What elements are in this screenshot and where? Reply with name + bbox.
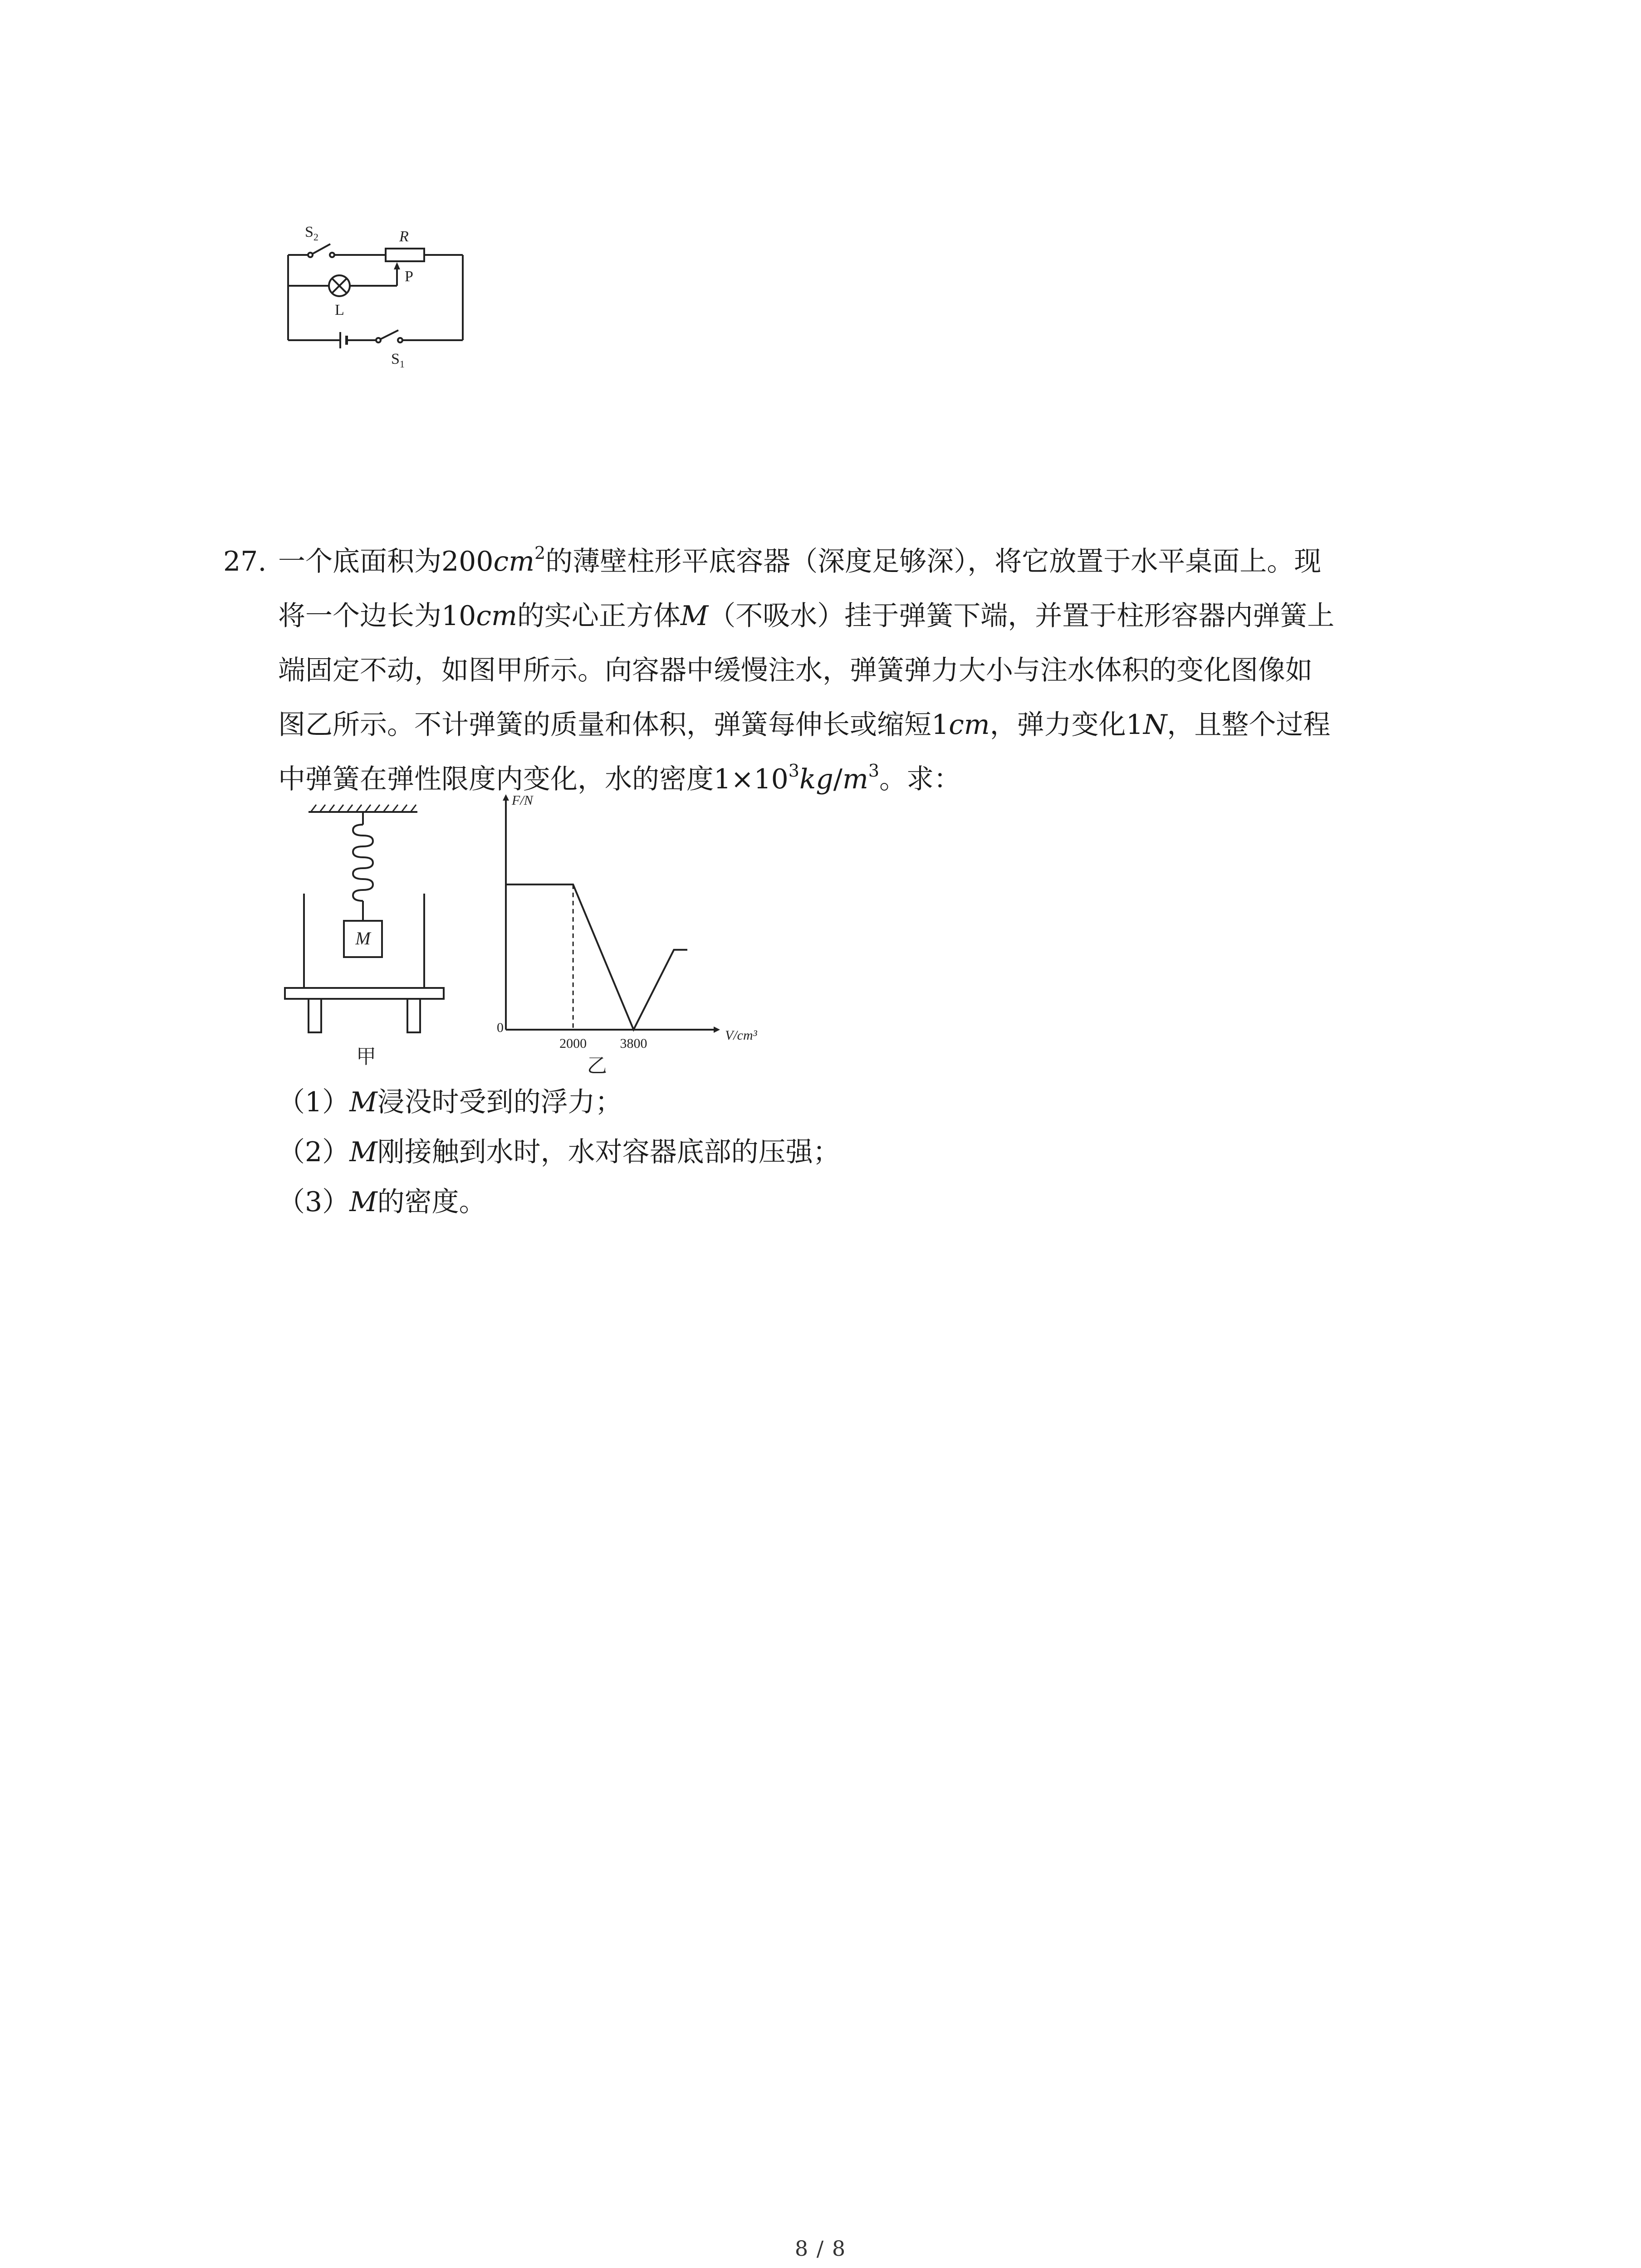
circuit-diagram <box>272 218 481 381</box>
s2-label: S <box>305 224 314 240</box>
subquestion-2: （2）M刚接触到水时，水对容器底部的压强； <box>278 1136 840 1168</box>
figure-jia <box>272 798 463 1089</box>
question-number: 27. <box>223 546 267 577</box>
origin-label: 0 <box>497 1020 504 1035</box>
block-m-label: M <box>355 928 371 948</box>
question-line-4: 图乙所示。不计弹簧的质量和体积，弹簧每伸长或缩短1cm，弹力变化1N，且整个过程 <box>278 709 1331 741</box>
force-curve <box>506 885 687 1030</box>
subquestion-3: （3）M的密度。 <box>278 1186 486 1218</box>
caption-jia: 甲 <box>356 1045 376 1068</box>
y-axis-label: F/N <box>512 793 533 808</box>
force-volume-chart <box>481 789 808 1089</box>
question-line-2: 将一个边长为10cm的实心正方体M（不吸水）挂于弹簧下端，并置于柱形容器内弹簧上 <box>278 600 1335 632</box>
svg-text:S1: $S_1$ <box>391 351 405 370</box>
question-line-3: 端固定不动，如图甲所示。向容器中缓慢注水，弹簧弹力大小与注水体积的变化图像如 <box>278 655 1313 686</box>
question-line-1: 一个底面积为$200cm^2$的薄壁柱形平底容器（深度足够深），将它放置于水平桌面上。现 <box>278 543 1322 577</box>
x-axis-label: V/cm³ <box>725 1028 757 1043</box>
subquestion-1: （1）M浸没时受到的浮力； <box>278 1086 622 1118</box>
caption-yi: 乙 <box>587 1054 607 1077</box>
resistor-label: R <box>399 228 409 245</box>
lamp-label: L <box>335 302 344 318</box>
svg-text:S2: $S_2$ <box>305 224 318 243</box>
slider-label: P <box>405 268 413 285</box>
question-line-5: 中弹簧在弹性限度内变化，水的密度$1\times 10^3kg/m^3$。求： <box>278 761 961 795</box>
page-number: 8 / 8 <box>794 2236 847 2261</box>
x-tick-label: 2000 <box>559 1036 587 1051</box>
s1-label: S <box>391 351 400 367</box>
x-tick-label: 3800 <box>620 1036 647 1051</box>
